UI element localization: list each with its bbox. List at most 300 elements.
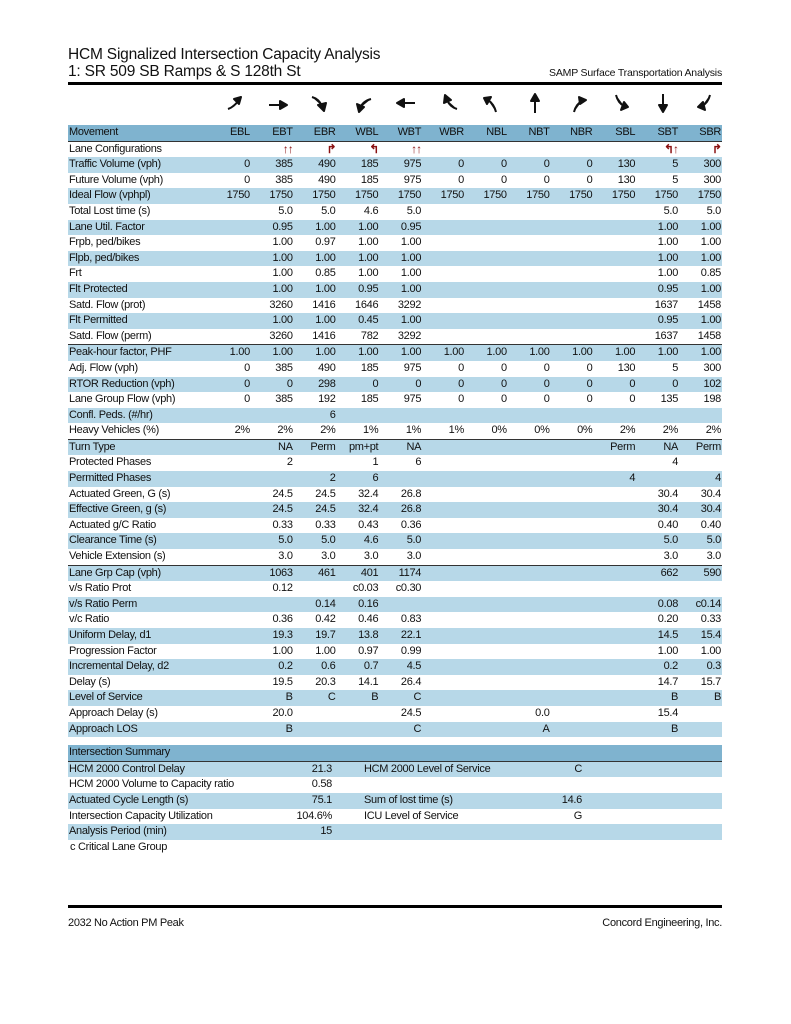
- table-row: [68, 361, 722, 377]
- movement-column-header: NBR: [551, 125, 594, 141]
- row-value: [465, 502, 508, 518]
- row-value: 1.00: [337, 345, 380, 361]
- row-value: 1.00: [593, 345, 636, 361]
- row-value: [551, 220, 594, 236]
- row-value: [508, 581, 551, 597]
- row-value: [422, 329, 465, 345]
- row-value: [551, 439, 594, 455]
- row-value: 4.6: [363, 204, 379, 217]
- row-value: 298: [294, 377, 337, 393]
- row-value: 24.5: [294, 502, 337, 518]
- row-value: [551, 518, 594, 534]
- spacer: [333, 824, 363, 840]
- row-value: [551, 282, 594, 298]
- row-value: [465, 612, 508, 628]
- spacer: [583, 824, 722, 840]
- row-value: [251, 408, 294, 424]
- row-label: Approach Delay (s): [69, 706, 158, 719]
- row-value: 385: [251, 157, 294, 173]
- row-value: [593, 487, 636, 503]
- row-value: [508, 408, 551, 424]
- row-value: [294, 581, 337, 597]
- row-value: 0.7: [337, 659, 380, 675]
- row-value: 401: [337, 565, 380, 581]
- row-value: [465, 408, 508, 424]
- row-value: 0: [636, 377, 679, 393]
- row-label: Effective Green, g (s): [68, 502, 208, 518]
- row-value: [593, 581, 636, 597]
- row-value: 0.2: [251, 659, 294, 675]
- row-value: [551, 549, 594, 565]
- row-label: Confl. Peds. (#/hr): [68, 408, 208, 424]
- row-value: 2%: [208, 423, 251, 439]
- row-value: 0.16: [337, 597, 380, 613]
- row-value: [208, 487, 251, 503]
- row-label: Incremental Delay, d2: [68, 659, 208, 675]
- row-value: 0: [458, 393, 464, 406]
- table-row: [68, 612, 722, 628]
- row-label: Satd. Flow (prot): [69, 298, 146, 311]
- report-page: [68, 46, 722, 853]
- row-value: [422, 487, 465, 503]
- row-value: [422, 597, 465, 613]
- row-label: Peak-hour factor, PHF: [68, 345, 208, 361]
- row-value: 1.00: [358, 267, 379, 280]
- row-value: 0: [586, 361, 593, 374]
- intersection-summary-table: [68, 745, 722, 840]
- row-value: [593, 329, 636, 345]
- row-value: [465, 235, 508, 251]
- row-value: 22.1: [379, 628, 422, 644]
- row-value: 135: [660, 393, 679, 406]
- northbound-through-arrow-icon: [523, 91, 547, 115]
- row-value: 0: [422, 157, 465, 173]
- row-value: c0.30: [395, 582, 422, 595]
- row-value: 3.0: [294, 549, 337, 565]
- eastbound-left-arrow-icon: [224, 91, 248, 115]
- row-label: Delay (s): [69, 675, 111, 688]
- table-row: [68, 597, 722, 613]
- scenario-label: 2032 No Action PM Peak: [68, 917, 184, 929]
- row-value: 26.8: [400, 487, 422, 500]
- row-value: [208, 329, 251, 345]
- row-value: [508, 282, 551, 298]
- summary-row: [68, 809, 722, 825]
- row-value: [508, 518, 551, 534]
- row-value: 1.00: [294, 251, 337, 267]
- summary-label: HCM 2000 Volume to Capacity ratio: [69, 778, 234, 791]
- row-value: [422, 439, 465, 455]
- table-row: [68, 345, 722, 361]
- row-value: [465, 533, 508, 549]
- table-row: [68, 313, 722, 329]
- row-value: [508, 298, 551, 314]
- table-row: [68, 157, 722, 173]
- row-value: 490: [318, 173, 336, 186]
- row-value: 4: [679, 471, 722, 487]
- row-value: 3.0: [679, 549, 722, 565]
- row-value: Perm: [593, 439, 636, 455]
- row-value: 3.0: [636, 549, 679, 565]
- row-value: [208, 220, 251, 236]
- row-value: 6: [415, 456, 422, 469]
- summary-value-2: [533, 777, 583, 793]
- row-value: 0: [251, 377, 294, 393]
- row-value: [679, 722, 722, 738]
- row-value: [208, 659, 251, 675]
- row-value: B: [636, 690, 679, 706]
- row-value: Perm: [294, 439, 337, 455]
- row-value: [551, 455, 594, 471]
- row-value: [508, 251, 551, 267]
- westbound-left-arrow-icon: [351, 91, 375, 115]
- row-value: 1.00: [657, 236, 679, 249]
- row-value: 24.5: [272, 487, 293, 500]
- row-value: [208, 518, 251, 534]
- row-value: 0: [208, 157, 251, 173]
- row-value: [422, 549, 465, 565]
- row-value: 0.95: [251, 220, 294, 236]
- row-label: Total Lost time (s): [69, 204, 151, 217]
- summary-label: HCM 2000 Control Delay: [68, 761, 278, 777]
- row-value: [422, 266, 465, 282]
- row-value: 1.00: [636, 345, 679, 361]
- table-row: [68, 675, 722, 691]
- movement-label: Movement: [68, 125, 208, 141]
- row-value: [465, 204, 508, 220]
- row-value: 1646: [355, 298, 379, 311]
- row-value: 1750: [422, 188, 465, 204]
- row-value: 19.7: [294, 628, 337, 644]
- row-value: [422, 518, 465, 534]
- row-label: Satd. Flow (perm): [68, 329, 208, 345]
- row-value: [465, 329, 508, 345]
- row-value: [551, 502, 594, 518]
- row-value: [593, 266, 636, 282]
- row-value: 0%: [508, 423, 551, 439]
- row-value: 1.00: [251, 313, 294, 329]
- table-row: [68, 706, 722, 722]
- row-value: [422, 533, 465, 549]
- table-row: [68, 392, 722, 408]
- row-value: [508, 628, 551, 644]
- movement-column-header: EBT: [251, 125, 294, 141]
- table-row: [68, 423, 722, 439]
- row-value: 0: [244, 393, 250, 406]
- row-value: [208, 612, 251, 628]
- row-value: [679, 455, 722, 471]
- row-label: Frpb, ped/bikes: [69, 236, 141, 249]
- row-value: 0: [500, 361, 507, 374]
- lane-configuration-icon: [551, 141, 594, 157]
- row-value: [551, 612, 594, 628]
- row-value: 3.0: [337, 549, 380, 565]
- row-value: [422, 722, 465, 738]
- row-value: [465, 282, 508, 298]
- row-value: [551, 204, 594, 220]
- movement-arrows-row: [68, 85, 722, 125]
- row-value: [422, 565, 465, 581]
- row-value: [508, 659, 551, 675]
- row-value: 1.00: [294, 220, 337, 236]
- row-value: 2%: [294, 423, 337, 439]
- row-value: [465, 706, 508, 722]
- row-value: 0.99: [400, 644, 422, 657]
- row-value: [465, 659, 508, 675]
- row-value: [551, 251, 594, 267]
- row-value: 1.00: [251, 282, 294, 298]
- row-value: [508, 439, 551, 455]
- row-value: [593, 675, 636, 691]
- row-value: [465, 597, 508, 613]
- table-row: [68, 487, 722, 503]
- northbound-right-arrow-icon: [566, 91, 590, 115]
- row-value: [593, 282, 636, 298]
- summary-row: [68, 824, 722, 840]
- row-value: [593, 408, 636, 424]
- row-value: [208, 675, 251, 691]
- row-value: 300: [679, 157, 722, 173]
- row-value: 1750: [465, 188, 508, 204]
- page-footer: [68, 905, 722, 929]
- row-value: [636, 471, 679, 487]
- row-value: 1750: [208, 188, 251, 204]
- eastbound-through-arrow-icon: [266, 91, 290, 115]
- capacity-analysis-table: [68, 125, 722, 745]
- row-value: [551, 487, 594, 503]
- row-value: 0.95: [379, 220, 422, 236]
- row-value: [379, 597, 422, 613]
- row-value: 1.00: [379, 251, 422, 267]
- summary-row: [68, 777, 722, 793]
- row-value: [508, 549, 551, 565]
- row-value: 0: [500, 173, 507, 186]
- row-value: [208, 597, 251, 613]
- row-value: 1.00: [379, 313, 422, 329]
- row-value: 5: [672, 173, 679, 186]
- row-value: 26.8: [379, 502, 422, 518]
- row-value: [208, 204, 251, 220]
- row-value: 1.00: [337, 251, 380, 267]
- southbound-left-arrow-icon: [608, 91, 632, 115]
- row-value: [422, 313, 465, 329]
- row-value: 19.5: [272, 675, 293, 688]
- summary-label: Analysis Period (min): [68, 824, 278, 840]
- row-value: 1458: [679, 329, 722, 345]
- row-value: 461: [294, 565, 337, 581]
- movement-column-header: SBL: [593, 125, 636, 141]
- organization-name: SAMP Surface Transportation Analysis: [549, 67, 722, 79]
- row-value: B: [337, 690, 380, 706]
- row-value: 20.0: [272, 706, 293, 719]
- row-value: B: [251, 690, 294, 706]
- row-value: 662: [636, 565, 679, 581]
- row-value: 2%: [593, 423, 636, 439]
- summary-label-2: [363, 824, 533, 840]
- row-value: 5: [636, 157, 679, 173]
- row-value: [593, 220, 636, 236]
- row-value: [465, 675, 508, 691]
- row-value: [465, 313, 508, 329]
- lane-configuration-icon: ↰: [369, 141, 379, 156]
- row-value: 5.0: [294, 533, 337, 549]
- row-value: c0.03: [352, 582, 379, 595]
- row-label: Clearance Time (s): [68, 533, 208, 549]
- row-value: [337, 408, 380, 424]
- row-value: 2%: [679, 423, 722, 439]
- row-value: 15.7: [700, 675, 721, 688]
- row-value: 0: [244, 173, 250, 186]
- westbound-right-arrow-icon: [437, 91, 461, 115]
- row-label: Lane Grp Cap (vph): [68, 565, 208, 581]
- table-row: [68, 502, 722, 518]
- movement-column-header: WBL: [337, 125, 380, 141]
- row-value: [208, 565, 251, 581]
- row-value: [422, 690, 465, 706]
- row-value: [679, 706, 722, 722]
- summary-value-2: [533, 824, 583, 840]
- row-value: 2%: [636, 423, 679, 439]
- row-value: 490: [318, 361, 336, 374]
- row-value: [508, 533, 551, 549]
- row-value: 590: [679, 565, 722, 581]
- row-value: [422, 298, 465, 314]
- row-value: [208, 628, 251, 644]
- row-value: C: [294, 690, 337, 706]
- row-value: 13.8: [337, 628, 380, 644]
- row-value: 0: [586, 393, 593, 406]
- row-value: 0: [337, 377, 380, 393]
- row-value: [679, 408, 722, 424]
- row-value: 0.85: [700, 267, 721, 280]
- row-value: C: [379, 722, 422, 738]
- row-value: [508, 644, 551, 660]
- row-value: 1.00: [422, 345, 465, 361]
- row-value: 1750: [679, 188, 722, 204]
- row-value: 0: [593, 377, 636, 393]
- row-value: 1750: [551, 188, 594, 204]
- row-value: 2: [286, 456, 293, 469]
- table-row: [68, 471, 722, 487]
- row-value: [465, 298, 508, 314]
- row-label: Flt Protected: [68, 282, 208, 298]
- row-value: c0.14: [679, 597, 722, 613]
- row-value: [337, 722, 380, 738]
- row-value: [551, 644, 594, 660]
- row-value: [422, 644, 465, 660]
- table-row: [68, 644, 722, 660]
- row-value: [208, 313, 251, 329]
- row-label: RTOR Reduction (vph): [68, 377, 208, 393]
- row-label: Progression Factor: [69, 644, 157, 657]
- summary-value: 0.58: [311, 778, 332, 791]
- row-value: 1750: [251, 188, 294, 204]
- row-value: [208, 722, 251, 738]
- row-value: [422, 612, 465, 628]
- row-value: [551, 408, 594, 424]
- row-value: 0.40: [700, 518, 721, 531]
- row-value: [593, 518, 636, 534]
- row-value: 130: [617, 361, 636, 374]
- row-value: [508, 204, 551, 220]
- row-value: 5.0: [663, 204, 679, 217]
- row-value: 1.00: [294, 345, 337, 361]
- row-value: 1174: [379, 565, 422, 581]
- row-value: 1.00: [294, 313, 337, 329]
- row-value: 1.00: [700, 644, 721, 657]
- eastbound-right-arrow-icon: [308, 91, 332, 115]
- row-value: 1: [372, 456, 379, 469]
- row-label: Vehicle Extension (s): [68, 549, 208, 565]
- summary-label: Actuated Cycle Length (s): [68, 793, 278, 809]
- table-row: [68, 282, 722, 298]
- row-value: [294, 706, 337, 722]
- row-value: [422, 581, 465, 597]
- row-value: A: [508, 722, 551, 738]
- row-value: 0.42: [315, 613, 336, 626]
- row-value: 1.00: [272, 236, 293, 249]
- row-value: 300: [703, 173, 721, 186]
- row-value: [465, 251, 508, 267]
- westbound-through-arrow-icon: [394, 91, 418, 115]
- row-label: Level of Service: [68, 690, 208, 706]
- row-value: [379, 471, 422, 487]
- row-value: 0: [508, 157, 551, 173]
- row-value: [208, 644, 251, 660]
- summary-label-2: ICU Level of Service: [364, 809, 459, 822]
- row-value: 0.0: [535, 706, 550, 719]
- row-value: 4.6: [337, 533, 380, 549]
- row-value: 24.5: [315, 487, 336, 500]
- row-value: [208, 549, 251, 565]
- row-value: [422, 455, 465, 471]
- row-value: [636, 408, 679, 424]
- row-value: 1637: [636, 329, 679, 345]
- row-value: [551, 628, 594, 644]
- table-row: [68, 266, 722, 282]
- report-title: HCM Signalized Intersection Capacity Analysis: [68, 46, 381, 63]
- summary-value-2: 14.6: [533, 793, 583, 809]
- row-value: [593, 455, 636, 471]
- row-value: [208, 235, 251, 251]
- row-value: 0.85: [315, 267, 336, 280]
- table-row: [68, 220, 722, 236]
- row-value: [422, 502, 465, 518]
- row-value: NA: [379, 439, 422, 455]
- row-value: [465, 549, 508, 565]
- row-value: 1458: [697, 298, 721, 311]
- table-row: [68, 565, 722, 581]
- summary-value: 75.1: [278, 793, 333, 809]
- row-value: 0: [422, 377, 465, 393]
- row-value: 6: [294, 408, 337, 424]
- row-value: [208, 581, 251, 597]
- row-value: [593, 313, 636, 329]
- row-value: 5: [672, 361, 679, 374]
- row-value: 975: [403, 393, 422, 406]
- spacer-row: [68, 737, 722, 745]
- row-value: [208, 266, 251, 282]
- summary-label-2: [363, 777, 533, 793]
- row-value: [337, 706, 380, 722]
- spacer: [583, 777, 722, 793]
- row-value: 0.33: [272, 518, 293, 531]
- row-value: [551, 329, 594, 345]
- row-value: 0: [458, 361, 464, 374]
- row-value: 0: [508, 377, 551, 393]
- row-value: B: [251, 722, 294, 738]
- summary-value: 21.3: [278, 761, 333, 777]
